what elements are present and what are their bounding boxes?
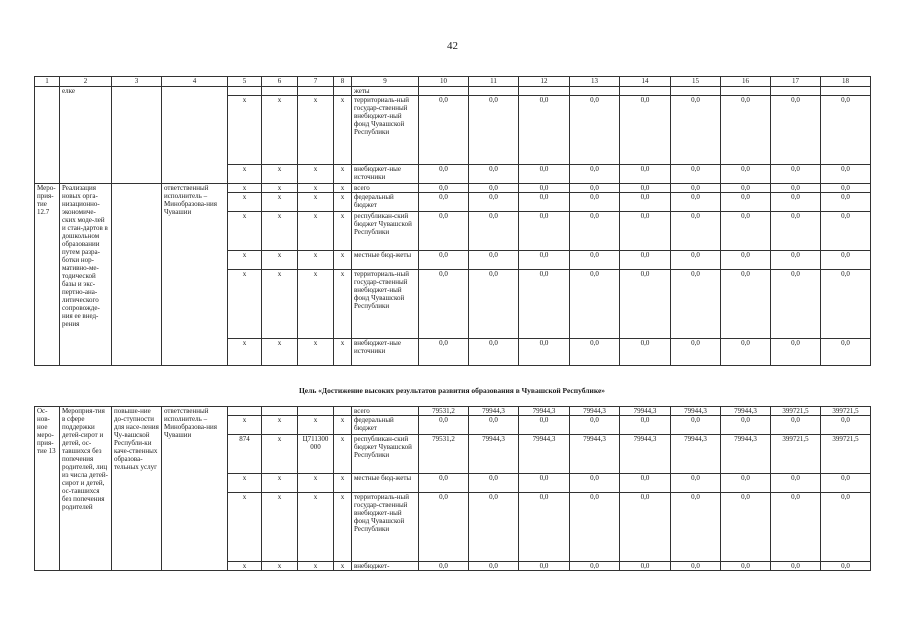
value-cell: 0,0 xyxy=(671,493,721,562)
value-cell: 0,0 xyxy=(620,493,671,562)
value-cell: 0,0 xyxy=(469,212,519,251)
value-cell: 0,0 xyxy=(469,493,519,562)
code-cell: x xyxy=(334,562,352,571)
code-cell: x xyxy=(298,184,334,193)
code-cell: x xyxy=(298,193,334,212)
value-cell xyxy=(469,87,519,96)
code-cell xyxy=(262,87,298,96)
goal-heading: Цель «Достижение высоких результатов развития образования в Чувашской Республике» xyxy=(298,386,606,395)
funding-source-cell: республикан-ский бюджет Чувашской Республики xyxy=(352,435,419,474)
code-cell: x xyxy=(298,339,334,366)
value-cell: 0,0 xyxy=(620,184,671,193)
value-cell: 0,0 xyxy=(671,212,721,251)
value-cell: 0,0 xyxy=(419,339,469,366)
column-number: 14 xyxy=(620,77,671,87)
column-number: 1 xyxy=(35,77,60,87)
budget-table-part2 xyxy=(34,406,871,571)
value-cell xyxy=(570,87,620,96)
budget-table-part1 xyxy=(34,76,871,366)
column-number: 3 xyxy=(112,77,162,87)
value-cell: 399721,5 xyxy=(821,435,871,474)
code-cell: x xyxy=(262,96,298,165)
code-cell xyxy=(228,407,262,416)
value-cell: 0,0 xyxy=(771,184,821,193)
funding-source-cell: республикан-ский бюджет Чувашской Республики xyxy=(352,212,419,251)
value-cell xyxy=(519,87,570,96)
code-cell: x xyxy=(228,165,262,184)
value-cell: 0,0 xyxy=(519,165,570,184)
code-cell: x xyxy=(334,193,352,212)
value-cell xyxy=(419,87,469,96)
table-row xyxy=(35,87,871,96)
event-label: Ос-нов-ное меро-прия-тие 13 xyxy=(35,407,60,571)
code-cell xyxy=(334,87,352,96)
code-cell: x xyxy=(228,562,262,571)
code-cell: x xyxy=(298,474,334,493)
code-cell: x xyxy=(228,212,262,251)
value-cell: 0,0 xyxy=(419,193,469,212)
value-cell: 0,0 xyxy=(671,184,721,193)
code-cell: x xyxy=(298,270,334,339)
value-cell: 0,0 xyxy=(469,96,519,165)
column-number: 4 xyxy=(162,77,228,87)
code-cell: x xyxy=(334,96,352,165)
column-number: 18 xyxy=(821,77,871,87)
code-cell: x xyxy=(228,474,262,493)
measure-name: Реализация новых орга-низационно-экономиче-ских моде-лей и стан-дартов в дошкольном образовании путем разра-ботки нор-мативно-ме-тодической базы и экс-пертно-ана-литического сопровожде-ния ее внед-рения xyxy=(60,184,112,366)
value-cell: 0,0 xyxy=(419,493,469,562)
value-cell: 79944,3 xyxy=(671,407,721,416)
value-cell: 0,0 xyxy=(771,96,821,165)
column-number: 9 xyxy=(352,77,419,87)
column-number-row xyxy=(35,77,871,87)
value-cell: 0,0 xyxy=(469,251,519,270)
code-cell: x xyxy=(228,184,262,193)
value-cell: 79944,3 xyxy=(469,407,519,416)
value-cell: 0,0 xyxy=(721,96,771,165)
code-cell: x xyxy=(334,339,352,366)
value-cell: 0,0 xyxy=(721,193,771,212)
value-cell: 0,0 xyxy=(620,212,671,251)
value-cell: 79944,3 xyxy=(519,407,570,416)
code-cell: x xyxy=(262,474,298,493)
funding-source-cell: внебюджет-ные источники xyxy=(352,339,419,366)
code-cell xyxy=(298,407,334,416)
code-cell xyxy=(262,407,298,416)
page-number: 42 xyxy=(447,40,458,52)
value-cell: 0,0 xyxy=(570,474,620,493)
value-cell: 0,0 xyxy=(620,270,671,339)
value-cell: 0,0 xyxy=(419,251,469,270)
column-number: 10 xyxy=(419,77,469,87)
value-cell: 399721,5 xyxy=(771,407,821,416)
value-cell: 0,0 xyxy=(620,474,671,493)
code-cell: x xyxy=(334,212,352,251)
value-cell: 0,0 xyxy=(570,416,620,435)
value-cell: 0,0 xyxy=(620,562,671,571)
value-cell: 0,0 xyxy=(821,212,871,251)
code-cell: x xyxy=(228,339,262,366)
value-cell: 0,0 xyxy=(519,493,570,562)
code-cell: x xyxy=(228,416,262,435)
funding-source-cell: внебюджет-ные источники xyxy=(352,165,419,184)
value-cell: 0,0 xyxy=(570,562,620,571)
value-cell: 0,0 xyxy=(671,165,721,184)
value-cell: 0,0 xyxy=(570,493,620,562)
code-cell: x xyxy=(298,212,334,251)
value-cell: 0,0 xyxy=(419,416,469,435)
value-cell: 0,0 xyxy=(671,474,721,493)
value-cell: 0,0 xyxy=(570,339,620,366)
value-cell: 0,0 xyxy=(620,165,671,184)
event-executor: ответственный исполнитель – Минобразова-ния Чувашии xyxy=(162,407,228,571)
value-cell: 0,0 xyxy=(519,474,570,493)
funding-source-cell: внебюджет- xyxy=(352,562,419,571)
code-cell: x xyxy=(298,493,334,562)
value-cell: 0,0 xyxy=(570,96,620,165)
column-number: 5 xyxy=(228,77,262,87)
code-cell: x xyxy=(262,270,298,339)
code-cell: x xyxy=(334,435,352,474)
value-cell: 0,0 xyxy=(570,193,620,212)
value-cell: 0,0 xyxy=(469,339,519,366)
code-cell: x xyxy=(262,339,298,366)
value-cell: 79531,2 xyxy=(419,407,469,416)
goal-cell xyxy=(112,87,162,184)
code-cell: x xyxy=(228,270,262,339)
value-cell: 0,0 xyxy=(519,193,570,212)
value-cell: 0,0 xyxy=(620,339,671,366)
value-cell xyxy=(821,87,871,96)
column-number: 11 xyxy=(469,77,519,87)
value-cell: 0,0 xyxy=(671,562,721,571)
value-cell: 0,0 xyxy=(721,416,771,435)
value-cell: 0,0 xyxy=(721,184,771,193)
name-cell: елке xyxy=(60,87,112,184)
code-cell: x xyxy=(228,96,262,165)
value-cell: 0,0 xyxy=(821,96,871,165)
column-number: 8 xyxy=(334,77,352,87)
funding-source-cell: местные бюд-жеты xyxy=(352,251,419,270)
funding-source-cell: всего xyxy=(352,184,419,193)
code-cell xyxy=(228,87,262,96)
code-cell: x xyxy=(298,96,334,165)
value-cell: 0,0 xyxy=(620,96,671,165)
value-cell: 0,0 xyxy=(419,96,469,165)
code-cell: x xyxy=(228,251,262,270)
value-cell: 0,0 xyxy=(721,562,771,571)
value-cell: 79531,2 xyxy=(419,435,469,474)
value-cell: 0,0 xyxy=(671,96,721,165)
value-cell: 0,0 xyxy=(419,474,469,493)
value-cell: 0,0 xyxy=(570,212,620,251)
value-cell: 0,0 xyxy=(821,270,871,339)
value-cell: 0,0 xyxy=(519,270,570,339)
measure-goal xyxy=(112,184,162,366)
code-cell: x xyxy=(262,165,298,184)
value-cell: 0,0 xyxy=(821,493,871,562)
funding-source-cell: территориаль-ный государ-ственный внебюджет-ный фонд Чувашской Республики xyxy=(352,493,419,562)
value-cell: 0,0 xyxy=(721,165,771,184)
value-cell xyxy=(620,87,671,96)
code-cell: x xyxy=(298,251,334,270)
value-cell: 0,0 xyxy=(469,270,519,339)
value-cell xyxy=(671,87,721,96)
label-cell xyxy=(35,87,60,184)
measure-executor: ответственный исполнитель – Минобразова-ния Чувашии xyxy=(162,184,228,366)
value-cell: 0,0 xyxy=(519,96,570,165)
value-cell: 0,0 xyxy=(821,339,871,366)
value-cell: 0,0 xyxy=(419,165,469,184)
value-cell: 0,0 xyxy=(419,212,469,251)
value-cell: 0,0 xyxy=(721,270,771,339)
value-cell: 0,0 xyxy=(821,416,871,435)
value-cell: 399721,5 xyxy=(771,435,821,474)
code-cell xyxy=(298,87,334,96)
value-cell: 0,0 xyxy=(771,493,821,562)
value-cell: 0,0 xyxy=(519,212,570,251)
column-number: 15 xyxy=(671,77,721,87)
code-cell xyxy=(334,407,352,416)
value-cell: 0,0 xyxy=(469,416,519,435)
column-number: 13 xyxy=(570,77,620,87)
code-cell: x xyxy=(334,493,352,562)
funding-source-cell: территориаль-ный государ-ственный внебюджет-ный фонд Чувашской Республики xyxy=(352,96,419,165)
column-number: 2 xyxy=(60,77,112,87)
value-cell: 0,0 xyxy=(721,251,771,270)
value-cell: 0,0 xyxy=(821,474,871,493)
value-cell: 0,0 xyxy=(671,270,721,339)
value-cell: 79944,3 xyxy=(620,407,671,416)
value-cell: 79944,3 xyxy=(570,407,620,416)
value-cell: 0,0 xyxy=(671,416,721,435)
value-cell: 0,0 xyxy=(570,270,620,339)
code-cell: x xyxy=(334,270,352,339)
value-cell: 79944,3 xyxy=(469,435,519,474)
value-cell: 0,0 xyxy=(519,251,570,270)
code-cell: x xyxy=(334,251,352,270)
value-cell: 79944,3 xyxy=(620,435,671,474)
value-cell xyxy=(771,87,821,96)
measure-label: Меро-прия-тие 12.7 xyxy=(35,184,60,366)
value-cell: 79944,3 xyxy=(721,407,771,416)
value-cell: 0,0 xyxy=(721,339,771,366)
funding-source-cell: жеты xyxy=(352,87,419,96)
code-cell: x xyxy=(262,212,298,251)
funding-source-cell: местные бюд-жеты xyxy=(352,474,419,493)
value-cell: 0,0 xyxy=(771,270,821,339)
value-cell: 0,0 xyxy=(821,193,871,212)
value-cell: 0,0 xyxy=(419,270,469,339)
value-cell: 0,0 xyxy=(721,493,771,562)
value-cell: 0,0 xyxy=(771,562,821,571)
value-cell xyxy=(721,87,771,96)
event-name: Мероприя-тия в сфере поддержки детей-сирот и детей, ос-тавшихся без попечения родителей, лиц из числа детей-сирот и детей, ос-тавшихся без попечения родителей xyxy=(60,407,112,571)
funding-source-cell: всего xyxy=(352,407,419,416)
code-cell: x xyxy=(262,184,298,193)
value-cell: 79944,3 xyxy=(519,435,570,474)
value-cell: 0,0 xyxy=(570,184,620,193)
code-cell: Ц711300 000 xyxy=(298,435,334,474)
value-cell: 79944,3 xyxy=(671,435,721,474)
value-cell: 0,0 xyxy=(419,562,469,571)
event-goal: повыше-ние до-ступности для насе-ления Чу-вашской Республи-ки каче-ственных образова-тельных услуг xyxy=(112,407,162,571)
code-cell: x xyxy=(262,562,298,571)
funding-source-cell: федеральный бюджет xyxy=(352,193,419,212)
value-cell: 0,0 xyxy=(771,165,821,184)
value-cell: 0,0 xyxy=(469,184,519,193)
value-cell: 0,0 xyxy=(620,251,671,270)
funding-source-cell: федеральный бюджет xyxy=(352,416,419,435)
code-cell: x xyxy=(298,165,334,184)
value-cell: 0,0 xyxy=(671,339,721,366)
code-cell: x xyxy=(262,435,298,474)
value-cell: 0,0 xyxy=(771,416,821,435)
value-cell: 0,0 xyxy=(469,165,519,184)
value-cell: 0,0 xyxy=(771,251,821,270)
code-cell: x xyxy=(228,193,262,212)
value-cell: 79944,3 xyxy=(721,435,771,474)
code-cell: x xyxy=(334,165,352,184)
value-cell: 0,0 xyxy=(570,251,620,270)
value-cell: 0,0 xyxy=(771,339,821,366)
funding-source-cell: территориаль-ный государ-ственный внебюджет-ный фонд Чувашской Республики xyxy=(352,270,419,339)
value-cell: 0,0 xyxy=(469,474,519,493)
column-number: 7 xyxy=(298,77,334,87)
value-cell: 399721,5 xyxy=(821,407,871,416)
value-cell: 0,0 xyxy=(469,193,519,212)
value-cell: 0,0 xyxy=(469,562,519,571)
code-cell: x xyxy=(262,193,298,212)
value-cell: 79944,3 xyxy=(570,435,620,474)
value-cell: 0,0 xyxy=(771,212,821,251)
value-cell: 0,0 xyxy=(721,212,771,251)
column-number: 12 xyxy=(519,77,570,87)
table-row xyxy=(35,407,871,416)
table-row xyxy=(35,184,871,193)
value-cell: 0,0 xyxy=(821,165,871,184)
value-cell: 0,0 xyxy=(671,251,721,270)
code-cell: x xyxy=(334,416,352,435)
value-cell: 0,0 xyxy=(519,339,570,366)
code-cell: 874 xyxy=(228,435,262,474)
value-cell: 0,0 xyxy=(771,474,821,493)
code-cell: x xyxy=(262,416,298,435)
value-cell: 0,0 xyxy=(771,193,821,212)
code-cell: x xyxy=(334,474,352,493)
value-cell: 0,0 xyxy=(519,416,570,435)
value-cell: 0,0 xyxy=(519,562,570,571)
value-cell: 0,0 xyxy=(821,562,871,571)
value-cell: 0,0 xyxy=(671,193,721,212)
value-cell: 0,0 xyxy=(821,184,871,193)
value-cell: 0,0 xyxy=(620,193,671,212)
value-cell: 0,0 xyxy=(570,165,620,184)
code-cell: x xyxy=(298,562,334,571)
value-cell: 0,0 xyxy=(419,184,469,193)
code-cell: x xyxy=(334,184,352,193)
column-number: 17 xyxy=(771,77,821,87)
value-cell: 0,0 xyxy=(821,251,871,270)
value-cell: 0,0 xyxy=(519,184,570,193)
executor-cell xyxy=(162,87,228,184)
code-cell: x xyxy=(262,493,298,562)
column-number: 16 xyxy=(721,77,771,87)
value-cell: 0,0 xyxy=(721,474,771,493)
value-cell: 0,0 xyxy=(620,416,671,435)
code-cell: x xyxy=(298,416,334,435)
code-cell: x xyxy=(228,493,262,562)
column-number: 6 xyxy=(262,77,298,87)
code-cell: x xyxy=(262,251,298,270)
